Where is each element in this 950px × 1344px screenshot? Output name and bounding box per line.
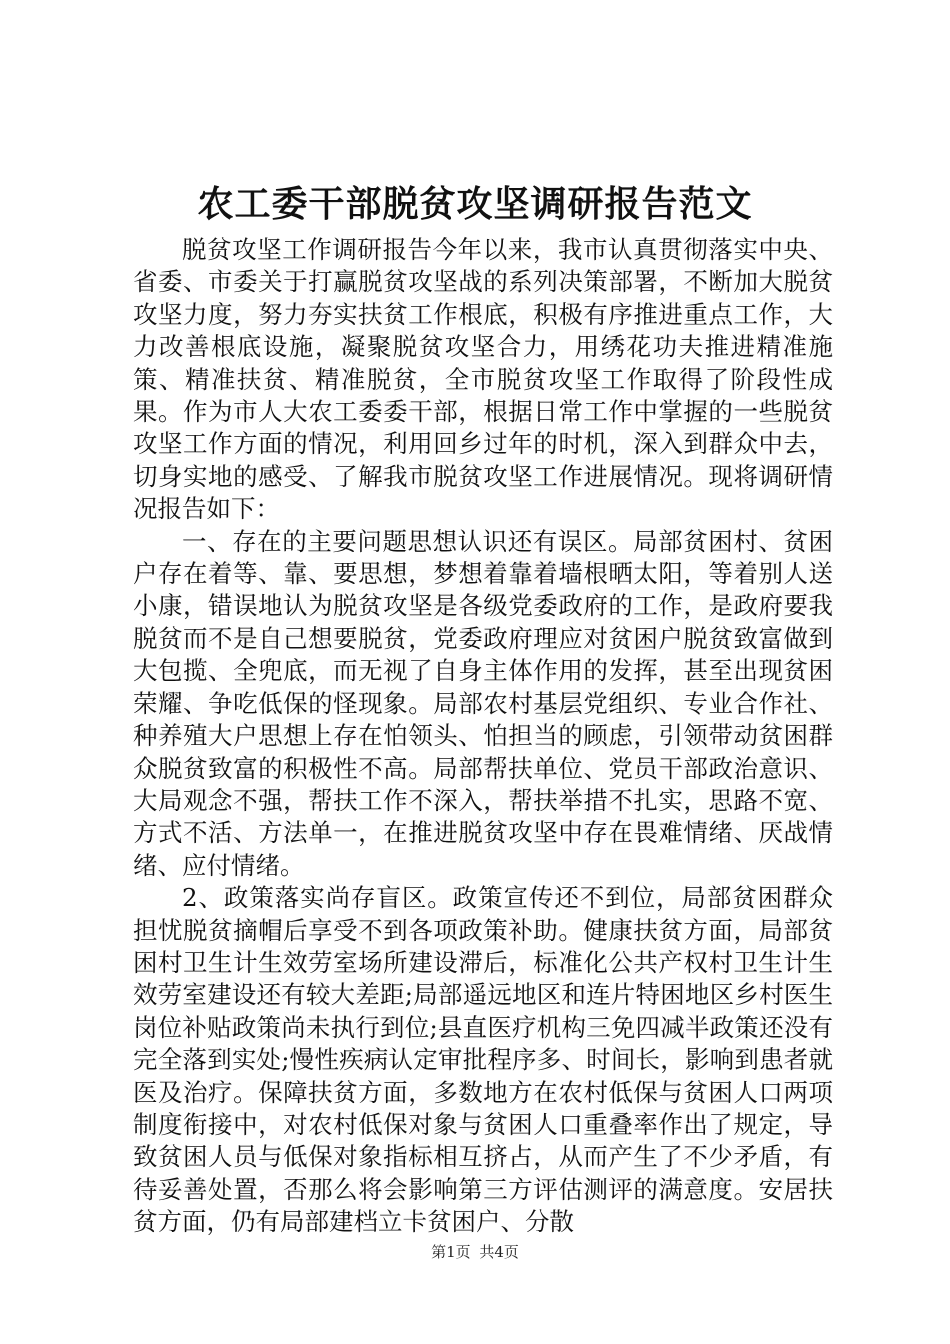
document-body [133,234,833,1239]
page-footer [0,1242,950,1262]
page-number: 第1页 [431,1243,471,1261]
paragraph-problems: 一、存在的主要问题思想认识还有误区。局部贫困村、贫困户存在着等、靠、要思想，梦想着靠着墙根晒太阳，等着别人送小康，错误地认为脱贫攻坚是各级党委政府的工作，是政府要我脱贫而不是自己想要脱贫，党委政府理应对贫困户脱贫致富做到大包揽、全兜底，而无视了自身主体作用的发挥，甚至出现贫困荣耀、争吃低保的怪现象。局部农村基层党组织、专业合作社、种养殖大户思想上存在怕领头、怕担当的顾虑，引领带动贫困群众脱贫致富的积极性不高。局部帮扶单位、党员干部政治意识、大局观念不强，帮扶工作不深入，帮扶举措不扎实，思路不宽、方式不活、方法单一，在推进脱贫攻坚中存在畏难情绪、厌战情绪、应付情绪。 [133,526,833,880]
paragraph-intro: 脱贫攻坚工作调研报告今年以来，我市认真贯彻落实中央、省委、市委关于打赢脱贫攻坚战的系列决策部署，不断加大脱贫攻坚力度，努力夯实扶贫工作根底，积极有序推进重点工作，大力改善根底设施，凝聚脱贫攻坚合力，用绣花功夫推进精准施策、精准扶贫、精准脱贫，全市脱贫攻坚工作取得了阶段性成果。作为市人大农工委委干部，根据日常工作中掌握的一些脱贫攻坚工作方面的情况，利用回乡过年的时机，深入到群众中去，切身实地的感受、了解我市脱贫攻坚工作进展情况。现将调研情况报告如下： [133,235,833,524]
page-total: 共4页 [479,1243,519,1261]
paragraph-policy: 2、政策落实尚存盲区。政策宣传还不到位，局部贫困群众担忧脱贫摘帽后享受不到各项政策补助。健康扶贫方面，局部贫困村卫生计生效劳室场所建设滞后，标准化公共产权村卫生计生效劳室建设还有较大差距;局部遥远地区和连片特困地区乡村医生岗位补贴政策尚未执行到位;县直医疗机构三免四减半政策还没有完全落到实处;慢性疾病认定审批程序多、时间长，影响到患者就医及治疗。保障扶贫方面，多数地方在农村低保与贫困人口两项制度衔接中，对农村低保对象与贫困人口重叠率作出了规定，导致贫困人员与低保对象指标相互挤占，从而产生了不少矛盾，有待妥善处置，否那么将会影响第三方评估测评的满意度。安居扶贫方面，仍有局部建档立卡贫困户、分散 [133,883,833,1237]
document-title: 农工委干部脱贫攻坚调研报告范文 [197,183,753,225]
